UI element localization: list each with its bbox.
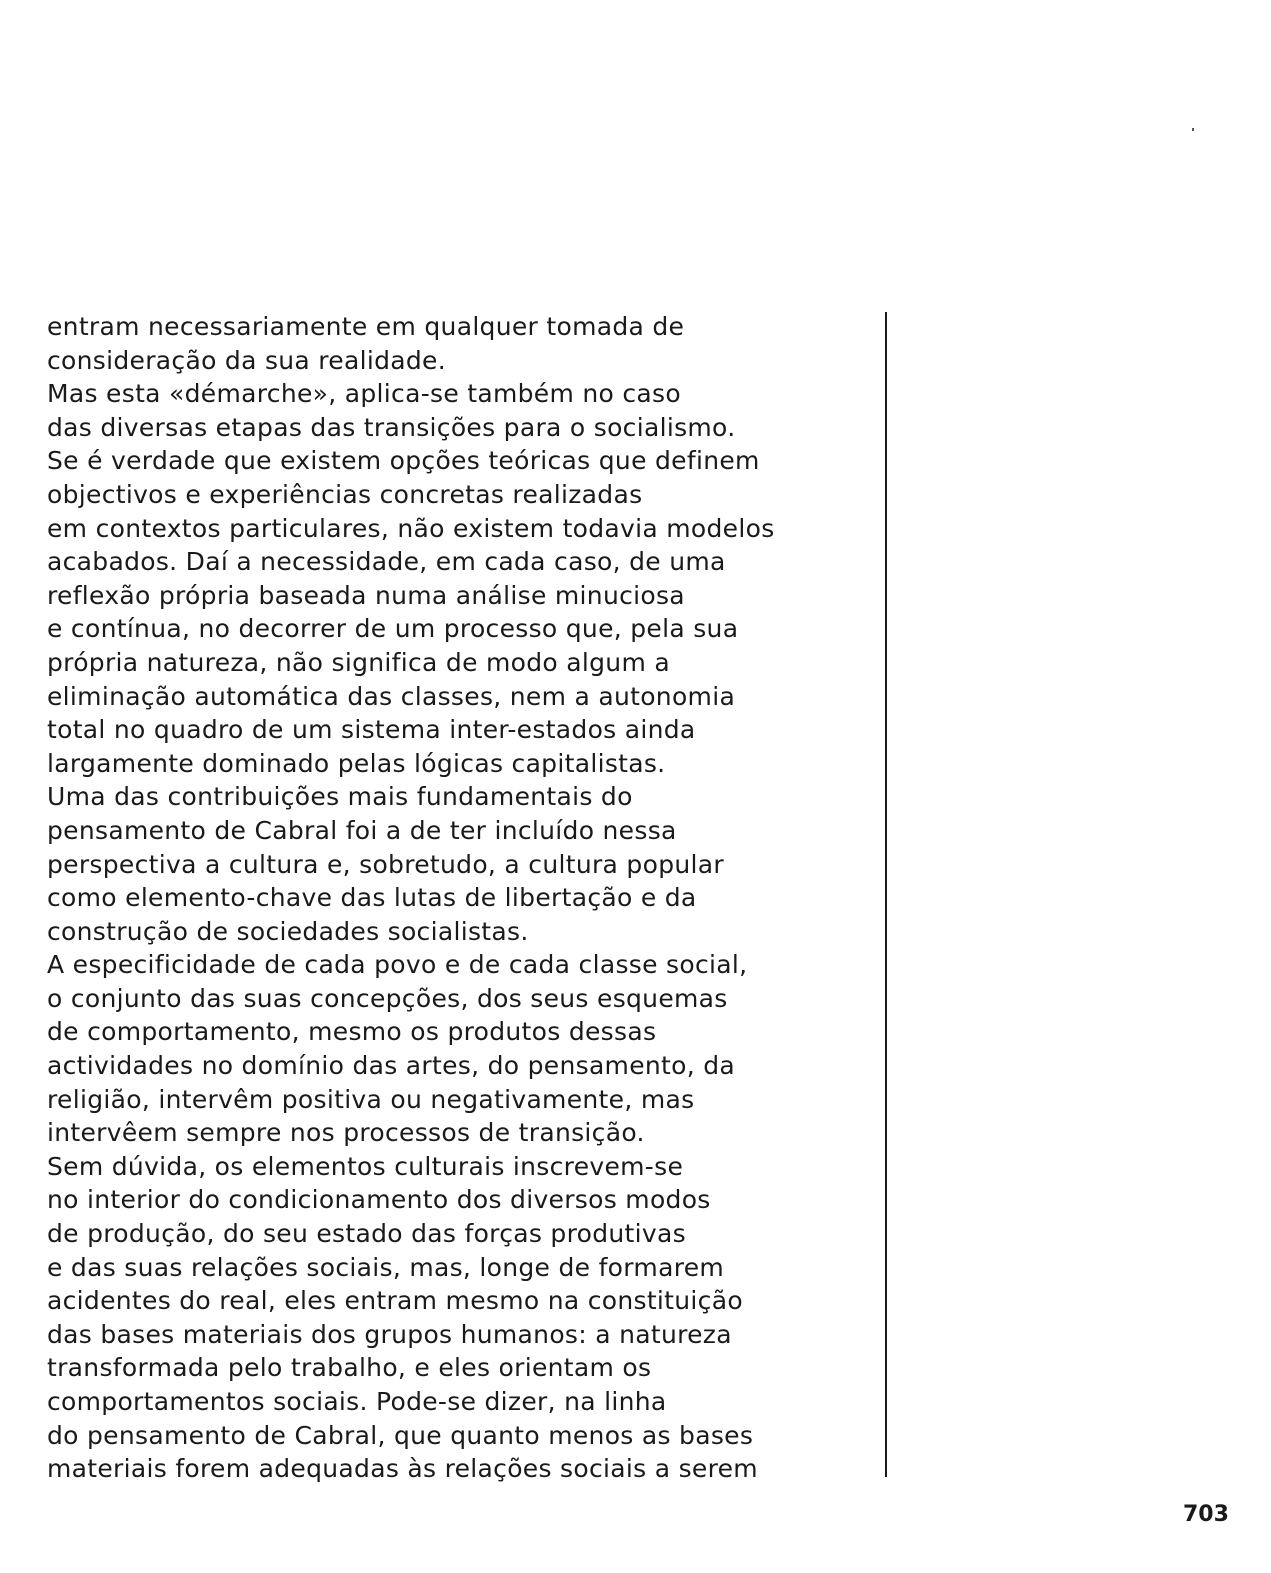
scan-speck bbox=[1192, 128, 1194, 131]
text-line: objectivos e experiências concretas realizadas bbox=[47, 479, 643, 509]
text-line: Se é verdade que existem opções teóricas que definem bbox=[47, 446, 760, 476]
column-rule bbox=[885, 312, 887, 1477]
text-line: eliminação automática das classes, nem a autonomia bbox=[47, 681, 736, 711]
text-line: pensamento de Cabral foi a de ter incluído nessa bbox=[47, 815, 677, 845]
text-line: largamente dominado pelas lógicas capitalistas. bbox=[47, 748, 666, 778]
text-line: como elemento-chave das lutas de libertação e da bbox=[47, 883, 697, 913]
text-line: reflexão própria baseada numa análise minuciosa bbox=[47, 580, 685, 610]
text-line: religião, intervêm positiva ou negativamente, mas bbox=[47, 1084, 695, 1114]
text-line: comportamentos sociais. Pode-se dizer, na linha bbox=[47, 1387, 667, 1416]
text-line: actividades no domínio das artes, do pensamento, da bbox=[47, 1051, 736, 1081]
text-line: perspectiva a cultura e, sobretudo, a cultura popular bbox=[47, 849, 724, 879]
text-line: das bases materiais dos grupos humanos: a natureza bbox=[47, 1319, 732, 1349]
text-line: transformada pelo trabalho, e eles orientam os bbox=[47, 1353, 652, 1383]
text-line: Mas esta «démarche», aplica-se também no caso bbox=[47, 379, 681, 409]
text-line: e das suas relações sociais, mas, longe de formarem bbox=[47, 1252, 725, 1282]
text-line: o conjunto das suas concepções, dos seus esquemas bbox=[47, 983, 728, 1013]
text-line: entram necessariamente em qualquer tomada de bbox=[47, 312, 685, 341]
text-line: acidentes do real, eles entram mesmo na constituição bbox=[47, 1286, 743, 1316]
text-line: própria natureza, não significa de modo algum a bbox=[47, 647, 670, 677]
text-line: no interior do condicionamento dos diversos modos bbox=[47, 1185, 711, 1215]
text-line: intervêem sempre nos processos de transição. bbox=[47, 1118, 645, 1148]
text-line: acabados. Daí a necessidade, em cada caso, de uma bbox=[47, 547, 726, 577]
text-line: de produção, do seu estado das forças produtivas bbox=[47, 1219, 686, 1249]
text-line: do pensamento de Cabral, que quanto menos as bases bbox=[47, 1420, 754, 1450]
text-line: Sem dúvida, os elementos culturais inscrevem-se bbox=[47, 1151, 684, 1181]
text-line: A especificidade de cada povo e de cada classe social, bbox=[47, 950, 748, 980]
text-line: Uma das contribuições mais fundamentais do bbox=[47, 782, 633, 812]
text-line: de comportamento, mesmo os produtos dessas bbox=[47, 1017, 657, 1047]
body-text bbox=[47, 310, 877, 1486]
text-line: materiais forem adequadas às relações sociais a serem bbox=[47, 1454, 758, 1484]
text-line: total no quadro de um sistema inter-estados ainda bbox=[47, 715, 696, 745]
text-line: consideração da sua realidade. bbox=[47, 345, 446, 375]
text-line: em contextos particulares, não existem todavia modelos bbox=[47, 513, 775, 543]
text-line: construção de sociedades socialistas. bbox=[47, 916, 529, 946]
page-number: 703 bbox=[1183, 1502, 1229, 1527]
text-line: das diversas etapas das transições para o socialismo. bbox=[47, 412, 736, 442]
text-line: e contínua, no decorrer de um processo que, pela sua bbox=[47, 614, 739, 644]
